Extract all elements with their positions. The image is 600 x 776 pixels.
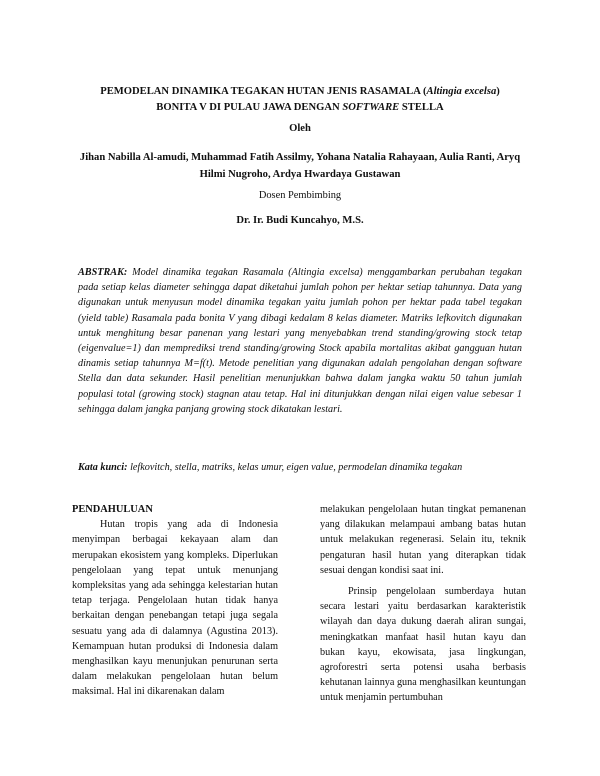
title-part1: PEMODELAN DINAMIKA TEGAKAN HUTAN JENIS RASAMALA ( — [100, 86, 427, 97]
intro-paragraph-right-2: Prinsip pengelolaan sumberdaya hutan secara lestari yaitu berdasarkan karakteristik wilayah dan daya dukung daerah aliran sungai, meningkatkan manfaat hasil hutan kayu dan bukan kayu, ekowisata, jasa lingkungan, agroforestri serta potensi usaha berbasis kehutanan lainnya guna menghasilkan keuntungan untuk menjamin pertumbuhan — [320, 586, 526, 704]
supervisor-name: Dr. Ir. Budi Kuncahyo, M.S. — [236, 215, 364, 226]
title-species: Altingia excelsa — [426, 86, 497, 97]
intro-paragraph-right-1: melakukan pengelolaan hutan tingkat pemanenan yang dilakukan melampaui ambang batas hutan untuk melakukan regenerasi. Selain itu, teknik pengaturan hasil hutan yang diterapkan tidak sesuai dengan kondisi saat ini. — [320, 504, 526, 576]
abstract-text: Model dinamika tegakan Rasamala (Altingia excelsa) menggambarkan perubahan tegakan pada setiap kelas diameter sehingga dapat diketahui jumlah pohon per hektar setiap tahunnya. Data yang digunakan untuk menyusun model dinamika tegakan yaitu jumlah pohon per hektar pada tabel tegakan (yield table) Rasamala pada bonita V yang dibagi kedalam 8 kelas diameter. Matriks lefkovitch digunakan untuk menghitung besar panenan yang lestari yang menyebabkan trend standing/growing stock tetap (eigenvalue=1) dan memprediksi trend standing/growing Stock apabila mortalitas akibat gangguan hutan dinamis setiap tahunnya M=f(t). Metode penelitian yang digunakan adalah pengolahan dengan software Stella dan data sekunder. Hasil penelitian menunjukkan bahwa dalam jangka waktu 50 tahun jumlah populasi total (growing stock) stagnan atau tetap. Hal ini ditunjukkan dengan nilai eigen value sebesar 1 sehingga dalam jangka panjang growing stock dikatakan lestari. — [78, 267, 522, 415]
keywords-text: lefkovitch, stella, matriks, kelas umur, eigen value, permodelan dinamika tegakan — [127, 462, 463, 473]
abstract-label: ABSTRAK: — [78, 267, 128, 278]
author-list: Jihan Nabilla Al-amudi, Muhammad Fatih Assilmy, Yohana Natalia Rahayaan, Aulia Ranti, Aryq Hilmi Nugroho, Ardya Hwardaya Gustawan — [79, 152, 521, 180]
supervisor-label: Dosen Pembimbing — [258, 190, 342, 201]
left-column — [72, 502, 278, 700]
title-part2: ) — [496, 86, 500, 97]
title-line2-software: SOFTWARE — [342, 102, 400, 113]
keywords-label: Kata kunci: — [78, 462, 128, 473]
abstract — [78, 265, 522, 417]
keywords — [78, 461, 538, 475]
right-column — [320, 502, 526, 706]
title-line2-b: STELLA — [399, 102, 444, 113]
paper-title — [60, 84, 540, 116]
oleh-label: Oleh — [289, 123, 311, 134]
intro-paragraph-left: Hutan tropis yang ada di Indonesia menyimpan berbagai kekayaan alam dan merupakan ekosistem yang kompleks. Diperlukan pengelolaan yang tepat untuk menunjang kompleksitas yang ada sehingga kelestarian hutan tetap terjaga. Pengelolaan hutan tidak hanya berkaitan dengan penebangan tetapi juga segala sesuatu yang ada di dalamnya (Agustina 2013). Kemampuan hutan produksi di Indonesia dalam menghasilkan kayu menunjukan penurunan serta dalam melakukan pengelolaan hutan belum maksimal. Hal ini dikarenakan dalam — [72, 519, 278, 698]
section-heading: PENDAHULUAN — [72, 504, 153, 515]
title-line2-a: BONITA V DI PULAU JAWA DENGAN — [156, 102, 343, 113]
